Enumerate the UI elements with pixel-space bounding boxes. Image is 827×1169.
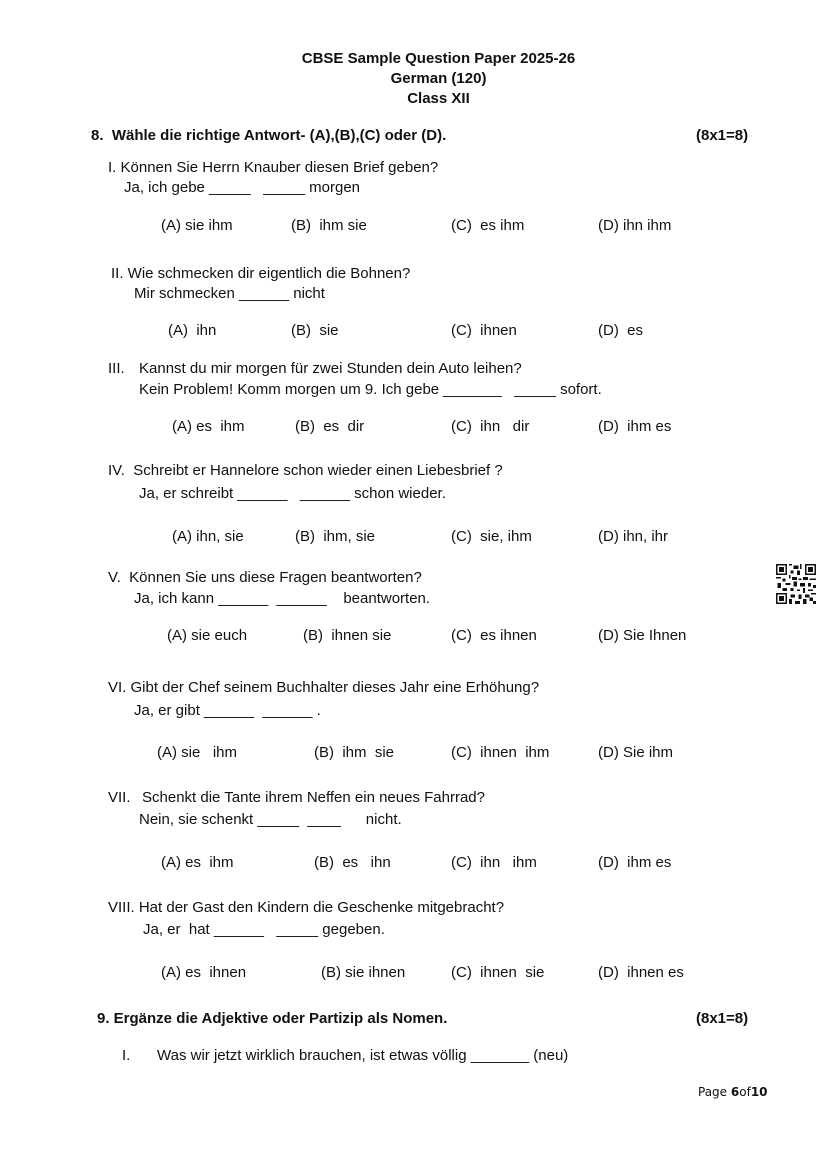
q8-item-7-option-d: (D) ihm es xyxy=(598,854,672,871)
page-footer xyxy=(698,1085,768,1099)
q8-item-6-option-d: (D) Sie ihm xyxy=(598,744,674,761)
q9-item-1-number: I. xyxy=(122,1047,131,1064)
q8-item-1-option-c: (C) es ihm xyxy=(451,217,525,234)
q8-item-5-answer: Ja, ich kann ______ ______ beantworten. xyxy=(134,590,431,607)
q8-item-3-question: Kannst du mir morgen für zwei Stunden dein Auto leihen? xyxy=(139,360,522,377)
q8-item-3-option-a: (A) es ihm xyxy=(172,418,245,435)
q8-item-1-answer: Ja, ich gebe _____ _____ morgen xyxy=(124,179,361,196)
q8-item-3-option-b: (B) es dir xyxy=(295,418,365,435)
question-8-marks: (8x1=8) xyxy=(696,127,749,144)
question-9-title: 9. Ergänze die Adjektive oder Partizip als Nomen. xyxy=(97,1010,448,1027)
q8-item-8-question: VIII. Hat der Gast den Kindern die Geschenke mitgebracht? xyxy=(108,899,505,916)
q8-item-2-option-b: (B) sie xyxy=(291,322,339,339)
q8-item-4-question: IV. Schreibt er Hannelore schon wieder einen Liebesbrief ? xyxy=(108,462,503,479)
q8-item-2-option-d: (D) es xyxy=(598,322,643,339)
q8-item-1-option-a: (A) sie ihm xyxy=(161,217,233,234)
page-total: 10 xyxy=(750,1085,768,1099)
q8-item-2-answer: Mir schmecken ______ nicht xyxy=(134,285,325,302)
q8-item-7-question: Schenkt die Tante ihrem Neffen ein neues Fahrrad? xyxy=(142,789,485,806)
q8-item-8-option-b: (B) sie ihnen xyxy=(321,964,406,981)
page-current: 6 xyxy=(730,1085,740,1099)
q8-item-7-answer: Nein, sie schenkt _____ ____ nicht. xyxy=(139,811,402,828)
q8-item-2-option-c: (C) ihnen xyxy=(451,322,517,339)
q8-item-3-number: III. xyxy=(108,360,125,377)
page-prefix: Page xyxy=(698,1085,731,1099)
q8-item-6-answer: Ja, er gibt ______ ______ . xyxy=(134,702,321,719)
q8-item-5-question: V. Können Sie uns diese Fragen beantworten? xyxy=(108,569,422,586)
q8-item-5-option-a: (A) sie euch xyxy=(167,627,248,644)
paper-title: CBSE Sample Question Paper 2025-26 xyxy=(301,50,576,67)
q8-item-3-option-c: (C) ihn dir xyxy=(451,418,530,435)
q8-item-4-option-c: (C) sie, ihm xyxy=(451,528,532,545)
q8-item-8-option-c: (C) ihnen sie xyxy=(451,964,545,981)
q8-item-5-option-c: (C) es ihnen xyxy=(451,627,537,644)
q8-item-4-option-b: (B) ihm, sie xyxy=(295,528,376,545)
q8-item-7-number: VII. xyxy=(108,789,131,806)
q8-item-5-option-d: (D) Sie Ihnen xyxy=(598,627,687,644)
q8-item-5-option-b: (B) ihnen sie xyxy=(303,627,392,644)
q8-item-6-option-a: (A) sie ihm xyxy=(157,744,238,761)
q8-item-7-option-b: (B) es ihn xyxy=(314,854,391,871)
q8-item-3-option-d: (D) ihm es xyxy=(598,418,672,435)
q8-item-7-option-a: (A) es ihm xyxy=(161,854,234,871)
paper-class: Class XII xyxy=(407,90,470,107)
page-of: of xyxy=(739,1085,751,1099)
q8-item-2-option-a: (A) ihn xyxy=(168,322,217,339)
q9-item-1-text: Was wir jetzt wirklich brauchen, ist etwas völlig _______ (neu) xyxy=(157,1047,569,1064)
q8-item-6-option-b: (B) ihm sie xyxy=(314,744,395,761)
q8-item-6-question: VI. Gibt der Chef seinem Buchhalter dieses Jahr eine Erhöhung? xyxy=(108,679,540,696)
paper-subject: German (120) xyxy=(390,70,487,87)
q8-item-1-option-d: (D) ihn ihm xyxy=(598,217,672,234)
q8-item-4-answer: Ja, er schreibt ______ ______ schon wieder. xyxy=(139,485,446,502)
question-9-marks: (8x1=8) xyxy=(696,1010,749,1027)
q8-item-3-answer: Kein Problem! Komm morgen um 9. Ich gebe _______ _____ sofort. xyxy=(139,381,602,398)
q8-item-8-option-d: (D) ihnen es xyxy=(598,964,684,981)
q8-item-1-option-b: (B) ihm sie xyxy=(291,217,367,234)
q8-item-6-option-c: (C) ihnen ihm xyxy=(451,744,550,761)
question-8-title: 8. Wähle die richtige Antwort- (A),(B),(C) oder (D). xyxy=(91,127,447,144)
q8-item-8-option-a: (A) es ihnen xyxy=(161,964,247,981)
q8-item-8-answer: Ja, er hat ______ _____ gegeben. xyxy=(143,921,385,938)
qr-code-icon xyxy=(776,564,816,604)
q8-item-7-option-c: (C) ihn ihm xyxy=(451,854,537,871)
q8-item-4-option-d: (D) ihn, ihr xyxy=(598,528,669,545)
q8-item-4-option-a: (A) ihn, sie xyxy=(172,528,244,545)
q8-item-1-question: I. Können Sie Herrn Knauber diesen Brief geben? xyxy=(108,159,439,176)
q8-item-2-question: II. Wie schmecken dir eigentlich die Bohnen? xyxy=(111,265,411,282)
